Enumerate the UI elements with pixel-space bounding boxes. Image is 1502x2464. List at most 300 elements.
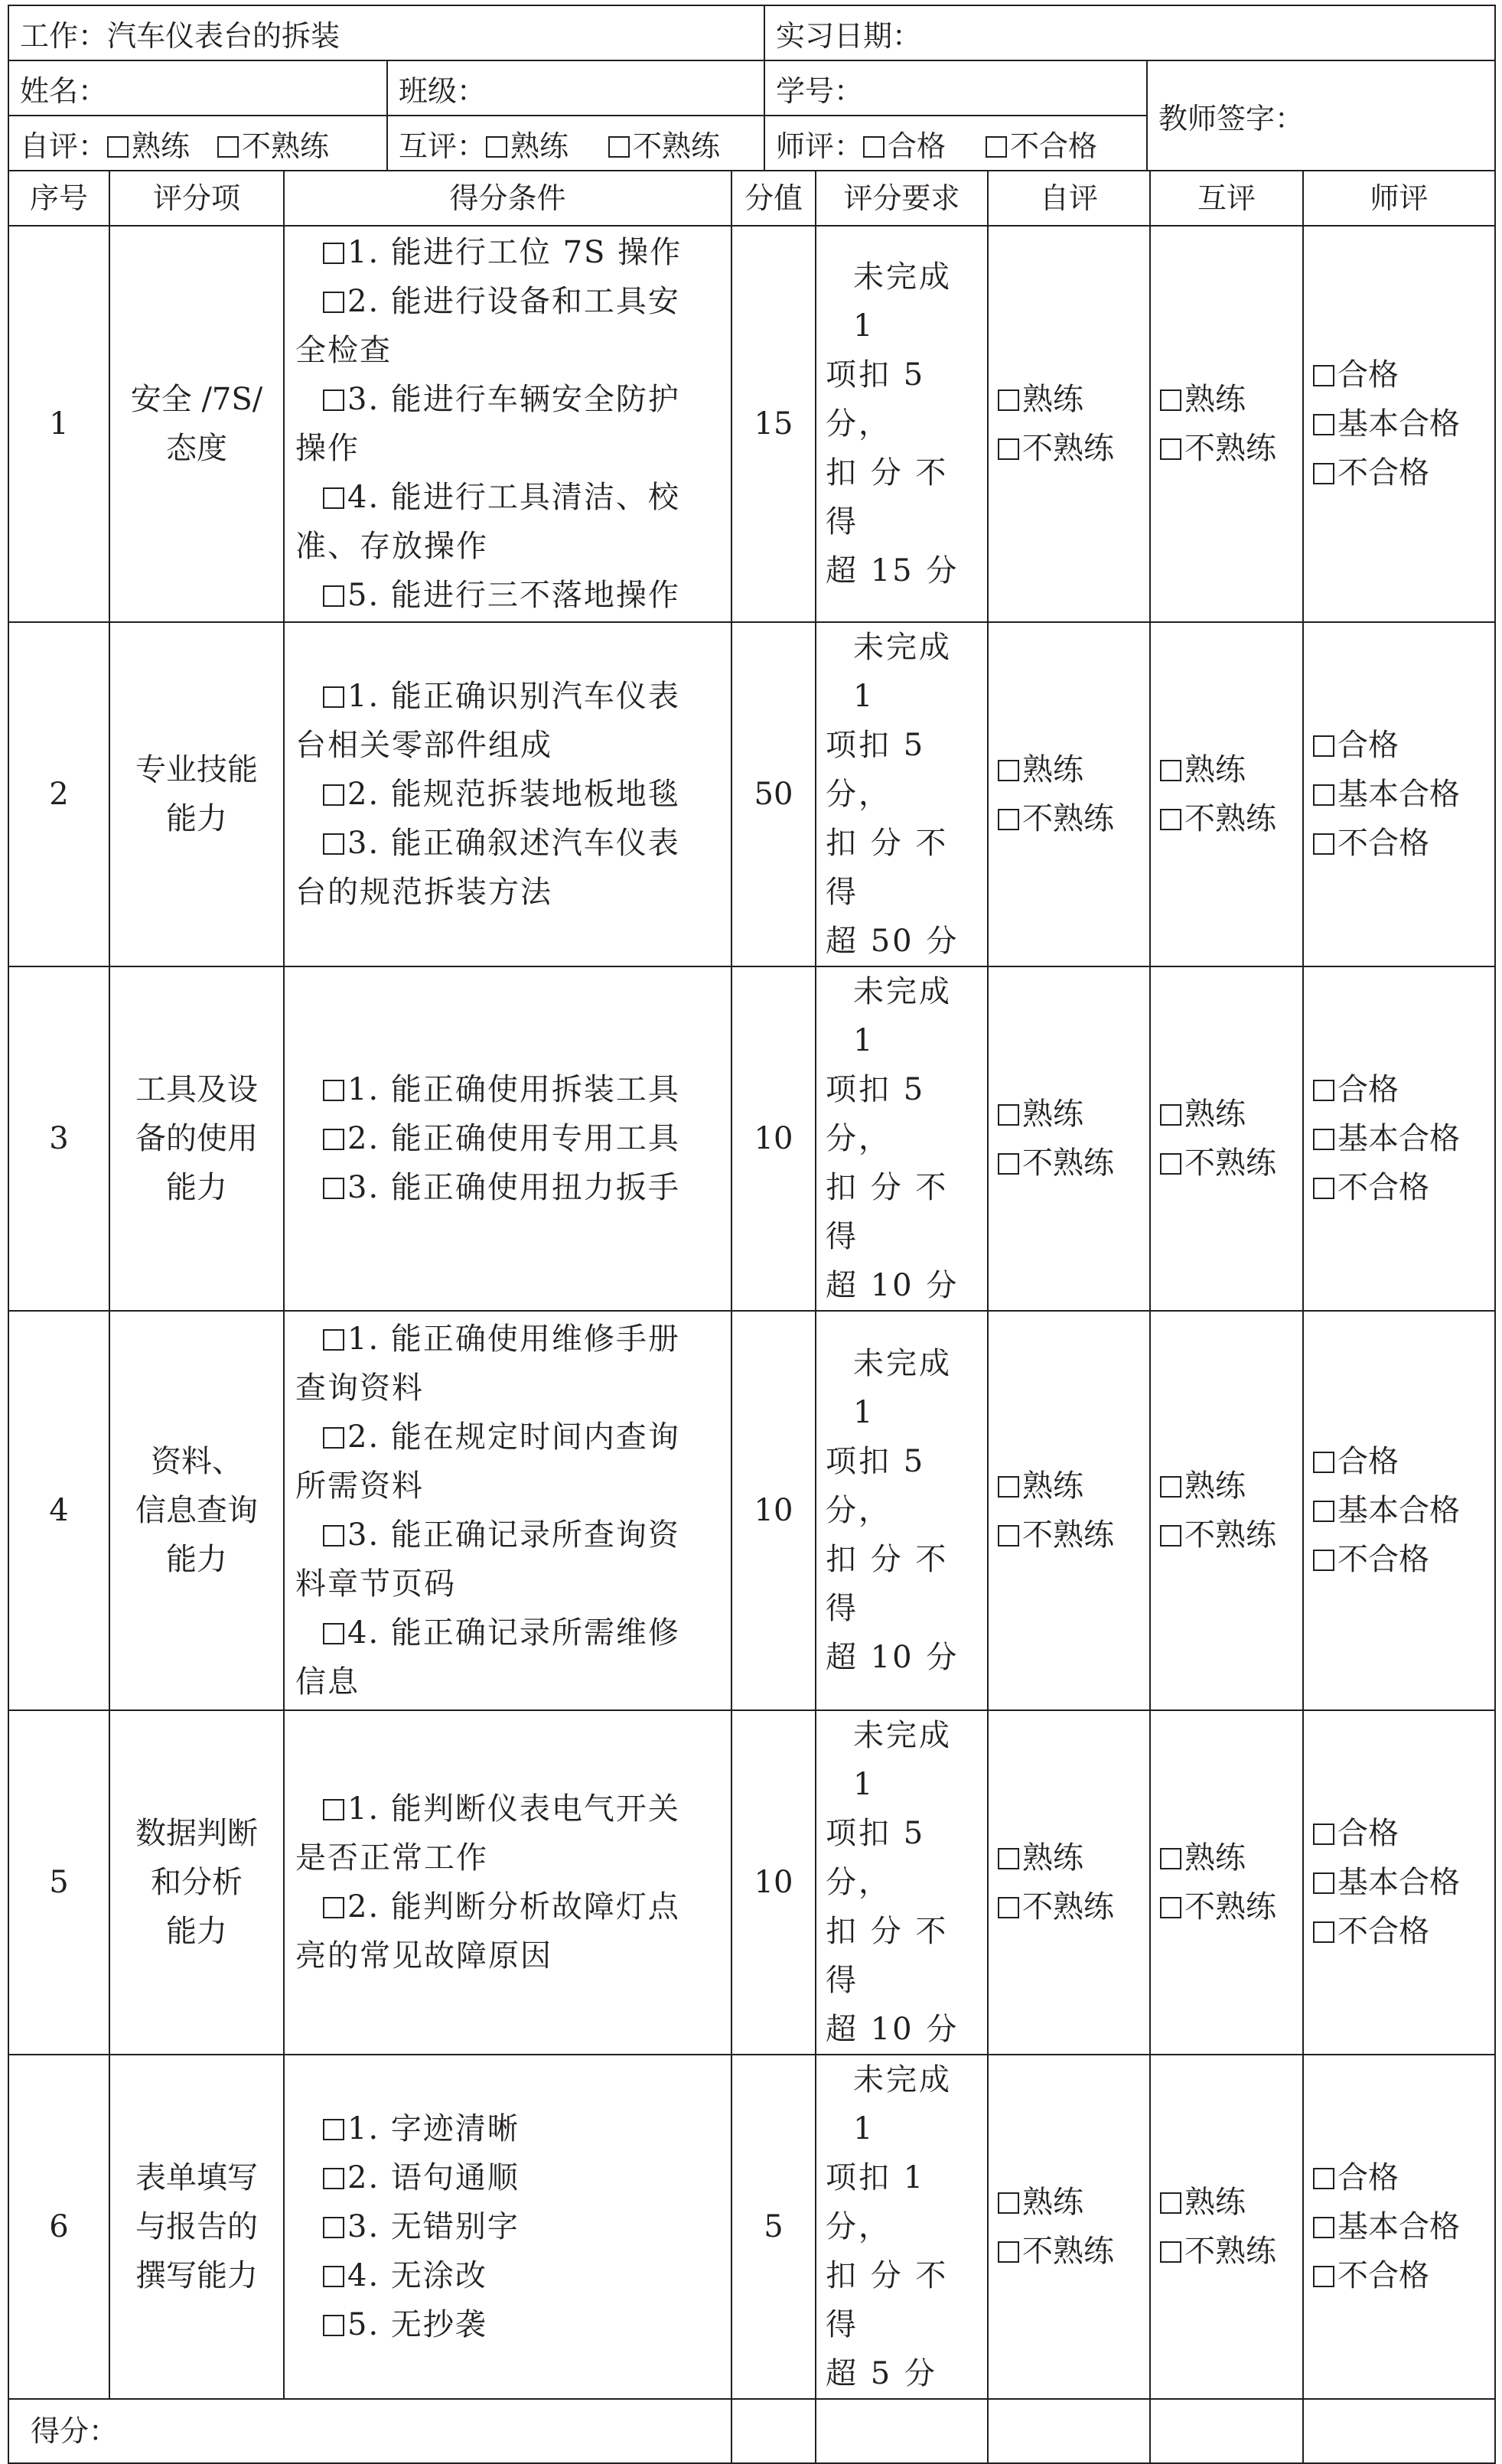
table-row <box>8 1710 1495 2055</box>
checkbox-icon[interactable] <box>1313 1550 1334 1571</box>
condition-continuation <box>295 326 723 375</box>
self-eval-option-label: 不熟练 <box>1022 431 1114 466</box>
self-eval-option[interactable] <box>998 375 1149 424</box>
score-value: 10 <box>731 1311 816 1710</box>
col-header-self-eval: 自评 <box>988 171 1150 226</box>
table-row <box>8 2055 1495 2399</box>
peer-eval-label: 互评： <box>399 129 487 163</box>
requirement-line: 项扣 5 分， <box>826 1072 926 1156</box>
requirement-line: 项扣 5 分， <box>826 728 926 812</box>
condition-item <box>295 277 723 326</box>
peer-eval-option[interactable] <box>1160 424 1302 473</box>
checkbox-icon[interactable] <box>1160 1897 1181 1918</box>
requirement-line: 超 5 分 <box>826 2356 937 2391</box>
checkbox-icon[interactable] <box>1313 1452 1334 1473</box>
checkbox-icon[interactable] <box>998 1153 1019 1175</box>
teacher-eval-option-label: 合格 <box>1337 357 1399 393</box>
condition-text: 4. 能正确记录所需维修 <box>347 1615 680 1651</box>
total-row <box>8 2399 1495 2463</box>
condition-text: 准、存放操作 <box>295 529 488 564</box>
checkbox-icon[interactable] <box>323 1129 344 1150</box>
self-eval-option[interactable] <box>998 1090 1149 1139</box>
teacher-eval-option[interactable] <box>1313 1907 1494 1956</box>
peer-eval-option[interactable] <box>1160 1833 1302 1882</box>
checkbox-icon[interactable] <box>1313 784 1334 806</box>
peer-eval-cell <box>1150 1710 1303 2055</box>
checkbox-icon[interactable] <box>323 1329 344 1351</box>
condition-item <box>295 1608 723 1657</box>
score-value: 15 <box>731 226 816 622</box>
checkbox-icon[interactable] <box>323 1080 344 1101</box>
scoring-item-line: 撰写能力 <box>135 2258 258 2293</box>
peer-eval-option[interactable] <box>1160 1462 1302 1511</box>
condition-item <box>295 1163 723 1212</box>
peer-eval-option-proficient: 熟练 <box>510 129 569 163</box>
work-title: 汽车仪表台的拆装 <box>107 18 340 53</box>
requirement-line: 项扣 5 分， <box>826 1816 926 1900</box>
condition-text: 3. 能正确叙述汽车仪表 <box>347 826 680 861</box>
requirement-line: 超 10 分 <box>826 1640 960 1675</box>
checkbox-icon[interactable] <box>323 585 344 607</box>
checkbox-icon[interactable] <box>998 1897 1019 1918</box>
requirement-line: 扣 分 不 得 <box>826 1914 949 1998</box>
scoring-item-line: 资料、 <box>151 1444 243 1479</box>
scoring-item-line: 能力 <box>166 1170 227 1205</box>
teacher-eval-option-label: 基本合格 <box>1337 1865 1460 1900</box>
checkbox-icon[interactable] <box>1313 1921 1334 1943</box>
scoring-item-line: 专业技能 <box>135 752 258 787</box>
checkbox-icon[interactable] <box>217 136 239 158</box>
self-eval-cell <box>988 2055 1150 2399</box>
checkbox-icon[interactable] <box>998 1848 1019 1869</box>
scoring-item-line: 备的使用 <box>135 1121 258 1156</box>
requirement-line: 超 50 分 <box>826 924 960 959</box>
checkbox-icon[interactable] <box>1313 2168 1334 2189</box>
self-eval-option[interactable] <box>998 745 1149 794</box>
self-eval-cell <box>988 226 1150 622</box>
checkbox-icon[interactable] <box>998 1525 1019 1547</box>
condition-continuation <box>295 1462 723 1511</box>
self-eval-option[interactable] <box>998 1139 1149 1188</box>
teacher-eval-option[interactable] <box>1313 721 1494 770</box>
teacher-eval-option-label: 合格 <box>1337 2160 1399 2195</box>
teacher-eval-option[interactable] <box>1313 1163 1494 1212</box>
checkbox-icon[interactable] <box>1313 1824 1334 1845</box>
row-number: 4 <box>8 1311 109 1710</box>
checkbox-icon[interactable] <box>107 136 129 158</box>
checkbox-icon[interactable] <box>323 784 344 806</box>
checkbox-icon[interactable] <box>323 1897 344 1918</box>
checkbox-icon[interactable] <box>998 760 1019 781</box>
peer-eval-option[interactable] <box>1160 2178 1302 2227</box>
self-eval-option[interactable] <box>998 794 1149 843</box>
requirement-line: 超 15 分 <box>826 553 960 588</box>
condition-item <box>295 2153 723 2202</box>
peer-eval-option-not-proficient: 不熟练 <box>633 129 721 163</box>
teacher-eval-option-label: 基本合格 <box>1337 777 1460 812</box>
work-title-cell <box>8 5 764 60</box>
checkbox-icon[interactable] <box>486 136 507 158</box>
condition-continuation <box>295 721 723 770</box>
conditions-cell <box>284 1710 731 2055</box>
col-header-score: 分值 <box>731 171 816 226</box>
checkbox-icon[interactable] <box>323 1525 344 1547</box>
condition-item <box>295 2251 723 2300</box>
checkbox-icon[interactable] <box>323 243 344 264</box>
checkbox-icon[interactable] <box>1160 1525 1181 1547</box>
condition-item <box>295 770 723 819</box>
teacher-signature-field[interactable] <box>1147 60 1495 171</box>
practice-date-cell[interactable] <box>764 5 1495 60</box>
scoring-item-line: 和分析 <box>151 1865 243 1900</box>
checkbox-icon[interactable] <box>863 136 885 158</box>
self-eval-option-label: 熟练 <box>1022 752 1083 787</box>
checkbox-icon[interactable] <box>1160 438 1181 460</box>
condition-item <box>295 228 723 277</box>
checkbox-icon[interactable] <box>323 686 344 708</box>
requirement-line: 超 10 分 <box>826 1268 960 1303</box>
teacher-eval-option-fail: 不合格 <box>1010 129 1098 163</box>
checkbox-icon[interactable] <box>998 389 1019 411</box>
checkbox-icon[interactable] <box>1313 833 1334 855</box>
peer-eval-option-label: 熟练 <box>1184 1840 1246 1876</box>
table-row <box>8 622 1495 966</box>
teacher-eval-option[interactable] <box>1313 2202 1494 2251</box>
requirement-cell <box>816 1710 988 2055</box>
condition-text: 2. 能规范拆装地板地毯 <box>347 777 680 812</box>
checkbox-icon[interactable] <box>1313 1178 1334 1199</box>
checkbox-icon[interactable] <box>998 1476 1019 1498</box>
total-teacher-cell[interactable] <box>1303 2399 1495 2463</box>
checkbox-icon[interactable] <box>1313 463 1334 484</box>
checkbox-icon[interactable] <box>1160 1848 1181 1869</box>
condition-text: 1. 能正确使用拆装工具 <box>347 1072 680 1107</box>
scoring-item-line: 能力 <box>166 801 227 836</box>
condition-continuation <box>295 424 723 473</box>
teacher-eval-option-label: 不合格 <box>1337 1170 1429 1205</box>
teacher-eval-option[interactable] <box>1313 1114 1494 1163</box>
self-eval-option[interactable] <box>998 1833 1149 1882</box>
checkbox-icon[interactable] <box>323 1799 344 1820</box>
teacher-eval-option[interactable] <box>1313 770 1494 819</box>
condition-text: 3. 能正确使用扭力扳手 <box>347 1170 680 1205</box>
condition-text: 料章节页码 <box>295 1566 456 1602</box>
self-eval-cell <box>988 1311 1150 1710</box>
total-score-cell[interactable] <box>731 2399 816 2463</box>
checkbox-icon[interactable] <box>1160 760 1181 781</box>
checkbox-icon[interactable] <box>1313 735 1334 757</box>
teacher-eval-option[interactable] <box>1313 1809 1494 1858</box>
requirement-line: 未完成 1 <box>853 2062 952 2146</box>
condition-text: 2. 语句通顺 <box>347 2160 520 2195</box>
condition-item <box>295 2300 723 2349</box>
peer-eval-option-label: 熟练 <box>1184 1097 1246 1132</box>
condition-item <box>295 2104 723 2153</box>
checkbox-icon[interactable] <box>1313 365 1334 386</box>
condition-text: 查询资料 <box>295 1371 424 1406</box>
row-number: 5 <box>8 1710 109 2055</box>
checkbox-icon[interactable] <box>1313 1872 1334 1894</box>
name-field[interactable] <box>8 60 387 116</box>
condition-continuation <box>295 1833 723 1882</box>
class-field[interactable] <box>387 60 764 116</box>
self-eval-label: 自评： <box>20 129 108 163</box>
practice-date-label: 实习日期： <box>776 18 922 53</box>
self-eval-option-label: 熟练 <box>1022 2185 1083 2220</box>
teacher-eval-option[interactable] <box>1313 1858 1494 1907</box>
checkbox-icon[interactable] <box>1313 1080 1334 1101</box>
checkbox-icon[interactable] <box>323 2119 344 2140</box>
condition-text: 信息 <box>295 1664 360 1700</box>
teacher-eval-option[interactable] <box>1313 1437 1494 1486</box>
condition-text: 2. 能在规定时间内查询 <box>347 1419 680 1455</box>
checkbox-icon[interactable] <box>1160 809 1181 830</box>
evaluation-sheet <box>8 5 1494 2464</box>
checkbox-icon[interactable] <box>1313 414 1334 435</box>
scoring-item-line: 能力 <box>166 1914 227 1949</box>
requirement-cell <box>816 966 988 1311</box>
teacher-eval-option-label: 合格 <box>1337 1816 1399 1851</box>
row-number: 1 <box>8 226 109 622</box>
self-eval-option[interactable] <box>998 1511 1149 1560</box>
peer-eval-option-label: 不熟练 <box>1184 1517 1276 1553</box>
checkbox-icon[interactable] <box>323 833 344 855</box>
table-row <box>8 226 1495 622</box>
requirement-line: 扣 分 不 得 <box>826 826 949 910</box>
teacher-eval-option-label: 基本合格 <box>1337 1493 1460 1528</box>
scoring-item <box>109 1311 284 1710</box>
checkbox-icon[interactable] <box>1160 2192 1181 2214</box>
peer-eval-option-label: 熟练 <box>1184 382 1246 417</box>
requirement-line: 未完成 1 <box>853 1346 952 1430</box>
teacher-eval-option[interactable] <box>1313 399 1494 448</box>
checkbox-icon[interactable] <box>998 2192 1019 2214</box>
peer-eval-option-label: 不熟练 <box>1184 1889 1276 1925</box>
teacher-eval-option[interactable] <box>1313 1535 1494 1584</box>
teacher-eval-option[interactable] <box>1313 1065 1494 1114</box>
requirement-cell <box>816 2055 988 2399</box>
scoring-table <box>8 170 1496 2464</box>
condition-text: 全检查 <box>295 333 392 368</box>
checkbox-icon[interactable] <box>323 1427 344 1449</box>
checkbox-icon[interactable] <box>323 292 344 313</box>
self-eval-option-label: 熟练 <box>1022 1840 1083 1876</box>
class-label: 班级： <box>399 73 487 108</box>
scoring-item-line: 工具及设 <box>135 1072 258 1107</box>
self-eval-option-label: 熟练 <box>1022 1097 1083 1132</box>
teacher-eval-option-label: 基本合格 <box>1337 1121 1460 1156</box>
peer-eval-option[interactable] <box>1160 1882 1302 1931</box>
peer-eval-option-label: 不熟练 <box>1184 1146 1276 1181</box>
self-eval-option-label: 不熟练 <box>1022 1517 1114 1553</box>
peer-eval-option[interactable] <box>1160 794 1302 843</box>
self-eval-option-label: 不熟练 <box>1022 1889 1114 1925</box>
total-self-cell[interactable] <box>988 2399 1150 2463</box>
teacher-eval-option[interactable] <box>1313 2251 1494 2300</box>
peer-eval-option[interactable] <box>1160 1090 1302 1139</box>
checkbox-icon[interactable] <box>1160 1104 1181 1126</box>
teacher-eval-option[interactable] <box>1313 350 1494 399</box>
peer-eval-option[interactable] <box>1160 745 1302 794</box>
self-eval-option-label: 熟练 <box>1022 382 1083 417</box>
teacher-eval-option-label: 基本合格 <box>1337 2209 1460 2244</box>
checkbox-icon[interactable] <box>323 2315 344 2336</box>
scoring-item-line: 信息查询 <box>135 1493 258 1528</box>
condition-continuation <box>295 1931 723 1980</box>
student-id-field[interactable] <box>764 60 1147 116</box>
condition-text: 所需资料 <box>295 1468 424 1504</box>
name-label: 姓名： <box>20 73 108 108</box>
checkbox-icon[interactable] <box>323 1623 344 1644</box>
self-eval-option-not-proficient: 不熟练 <box>242 129 330 163</box>
condition-item <box>295 571 723 620</box>
self-eval-option[interactable] <box>998 2178 1149 2227</box>
scoring-item <box>109 622 284 966</box>
total-peer-cell[interactable] <box>1150 2399 1303 2463</box>
scoring-item <box>109 966 284 1311</box>
condition-text: 1. 能进行工位 7S 操作 <box>347 235 683 270</box>
peer-eval-cell <box>1150 226 1303 622</box>
peer-eval-cell <box>1150 1311 1303 1710</box>
conditions-cell <box>284 2055 731 2399</box>
requirement-line: 项扣 5 分， <box>826 357 926 442</box>
checkbox-icon[interactable] <box>323 389 344 411</box>
condition-text: 3. 无错别字 <box>347 2209 520 2244</box>
col-header-no: 序号 <box>8 171 109 226</box>
condition-text: 2. 能正确使用专用工具 <box>347 1121 680 1156</box>
checkbox-icon[interactable] <box>998 809 1019 830</box>
row-number: 3 <box>8 966 109 1311</box>
requirement-cell <box>816 622 988 966</box>
teacher-eval-option-label: 不合格 <box>1337 1542 1429 1577</box>
checkbox-icon[interactable] <box>323 1178 344 1199</box>
self-eval-option-label: 不熟练 <box>1022 1146 1114 1181</box>
condition-text: 是否正常工作 <box>295 1840 488 1876</box>
self-eval-option-label: 熟练 <box>1022 1468 1083 1504</box>
requirement-line: 未完成 1 <box>853 259 952 344</box>
peer-eval-option[interactable] <box>1160 2227 1302 2276</box>
col-header-requirement: 评分要求 <box>816 171 988 226</box>
total-requirement-cell <box>816 2399 988 2463</box>
self-eval-option[interactable] <box>998 424 1149 473</box>
scoring-item-line: 表单填写 <box>135 2160 258 2195</box>
checkbox-icon[interactable] <box>1313 1129 1334 1150</box>
work-label: 工作： <box>20 18 108 53</box>
condition-text: 2. 能进行设备和工具安 <box>347 284 680 319</box>
teacher-eval-option[interactable] <box>1313 2153 1494 2202</box>
requirement-line: 未完成 1 <box>853 1718 952 1802</box>
teacher-eval-option-label: 不合格 <box>1337 826 1429 861</box>
checkbox-icon[interactable] <box>1313 2217 1334 2238</box>
condition-item <box>295 2202 723 2251</box>
teacher-signature-label: 教师签字： <box>1158 101 1305 135</box>
scoring-item-line: 安全 /7S/ <box>130 382 263 417</box>
self-eval-option[interactable] <box>998 1882 1149 1931</box>
checkbox-icon[interactable] <box>998 438 1019 460</box>
requirement-line: 项扣 1 分， <box>826 2160 926 2244</box>
conditions-cell <box>284 622 731 966</box>
teacher-eval-option[interactable] <box>1313 819 1494 868</box>
peer-eval-option[interactable] <box>1160 1511 1302 1560</box>
teacher-eval-option[interactable] <box>1313 448 1494 497</box>
condition-text: 亮的常见故障原因 <box>295 1938 552 1973</box>
checkbox-icon[interactable] <box>998 1104 1019 1126</box>
student-id-label: 学号： <box>776 73 864 108</box>
score-value: 10 <box>731 966 816 1311</box>
teacher-eval-option-label: 合格 <box>1337 1444 1399 1479</box>
requirement-line: 超 10 分 <box>826 2012 960 2047</box>
col-header-conditions: 得分条件 <box>284 171 731 226</box>
condition-item <box>295 819 723 868</box>
requirement-line: 扣 分 不 得 <box>826 1542 949 1626</box>
condition-text: 台相关零部件组成 <box>295 728 552 763</box>
checkbox-icon[interactable] <box>986 136 1007 158</box>
checkbox-icon[interactable] <box>1160 1153 1181 1175</box>
checkbox-icon[interactable] <box>608 136 630 158</box>
checkbox-icon[interactable] <box>998 2241 1019 2263</box>
teacher-eval-option-label: 不合格 <box>1337 1914 1429 1949</box>
condition-text: 1. 能正确使用维修手册 <box>347 1322 680 1357</box>
checkbox-icon[interactable] <box>323 487 344 509</box>
checkbox-icon[interactable] <box>1160 389 1181 411</box>
table-body <box>8 226 1495 2399</box>
checkbox-icon[interactable] <box>1313 2266 1334 2287</box>
condition-text: 4. 能进行工具清洁、校 <box>347 480 680 515</box>
condition-text: 3. 能进行车辆安全防护 <box>347 382 680 417</box>
scoring-item-line: 能力 <box>166 1542 227 1577</box>
condition-text: 3. 能正确记录所查询资 <box>347 1517 680 1553</box>
condition-text: 1. 能正确识别汽车仪表 <box>347 679 680 714</box>
condition-text: 5. 能进行三不落地操作 <box>347 578 680 613</box>
table-header-row <box>8 171 1495 226</box>
peer-eval-option-label: 熟练 <box>1184 1468 1246 1504</box>
peer-eval-option[interactable] <box>1160 1139 1302 1188</box>
teacher-eval-overall <box>764 116 1147 171</box>
peer-eval-option[interactable] <box>1160 375 1302 424</box>
condition-item <box>295 1114 723 1163</box>
peer-eval-option-label: 熟练 <box>1184 752 1246 787</box>
teacher-eval-label: 师评： <box>776 129 864 163</box>
condition-continuation <box>295 1657 723 1706</box>
checkbox-icon[interactable] <box>1313 1501 1334 1522</box>
teacher-eval-option[interactable] <box>1313 1486 1494 1535</box>
checkbox-icon[interactable] <box>323 2217 344 2238</box>
peer-eval-option-label: 不熟练 <box>1184 801 1276 836</box>
checkbox-icon[interactable] <box>1160 2241 1181 2263</box>
checkbox-icon[interactable] <box>323 2266 344 2287</box>
self-eval-overall <box>8 116 387 171</box>
peer-eval-option-label: 熟练 <box>1184 2185 1246 2220</box>
conditions-cell <box>284 1311 731 1710</box>
condition-item <box>295 1882 723 1931</box>
teacher-eval-cell <box>1303 2055 1495 2399</box>
checkbox-icon[interactable] <box>1160 1476 1181 1498</box>
scoring-item <box>109 2055 284 2399</box>
self-eval-option-label: 不熟练 <box>1022 801 1114 836</box>
col-header-item: 评分项 <box>109 171 284 226</box>
total-label: 得分： <box>8 2399 731 2463</box>
teacher-eval-cell <box>1303 1311 1495 1710</box>
condition-text: 操作 <box>295 431 360 466</box>
self-eval-option[interactable] <box>998 2227 1149 2276</box>
condition-item <box>295 1065 723 1114</box>
condition-text: 台的规范拆装方法 <box>295 875 552 910</box>
self-eval-cell <box>988 622 1150 966</box>
checkbox-icon[interactable] <box>323 2168 344 2189</box>
self-eval-option[interactable] <box>998 1462 1149 1511</box>
condition-item <box>295 1511 723 1560</box>
teacher-eval-cell <box>1303 226 1495 622</box>
